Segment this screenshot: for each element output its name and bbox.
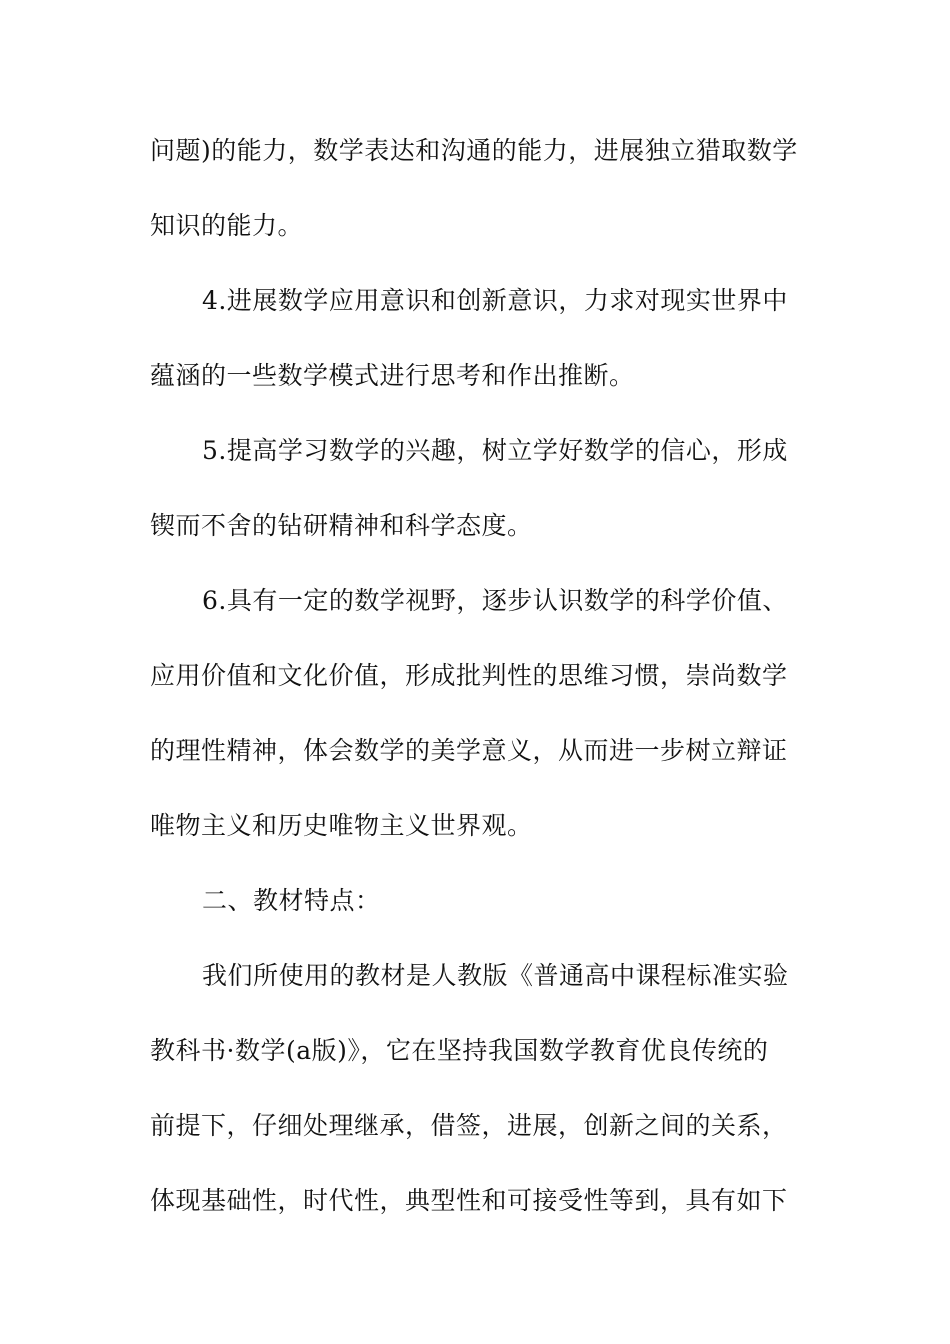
paragraph-start: 我们所使用的教材是人教版《普通高中课程标准实验 bbox=[202, 961, 789, 990]
section-heading: 二、教材特点： bbox=[202, 886, 381, 915]
text-line: 体现基础性，时代性，典型性和可接受性等到，具有如下 bbox=[150, 1186, 788, 1215]
text-line: 教科书·数学(a版)》，它在坚持我国数学教育优良传统的 bbox=[150, 1036, 769, 1065]
text-line: 蕴涵的一些数学模式进行思考和作出推断。 bbox=[150, 361, 635, 390]
text-line: 问题)的能力，数学表达和沟通的能力，进展独立猎取数学 bbox=[150, 136, 798, 165]
text-line: 知识的能力。 bbox=[150, 211, 304, 240]
paragraph-item-6-start: 6.具有一定的数学视野，逐步认识数学的科学价值、 bbox=[202, 586, 788, 615]
paragraph-item-5-start: 5.提高学习数学的兴趣，树立学好数学的信心，形成 bbox=[202, 436, 788, 465]
text-line: 的理性精神，体会数学的美学意义，从而进一步树立辩证 bbox=[150, 736, 788, 765]
text-line: 前提下，仔细处理继承，借签，进展，创新之间的关系， bbox=[150, 1111, 788, 1140]
paragraph-item-4-start: 4.进展数学应用意识和创新意识，力求对现实世界中 bbox=[202, 286, 788, 315]
text-line: 应用价值和文化价值，形成批判性的思维习惯，崇尚数学 bbox=[150, 661, 788, 690]
text-line: 锲而不舍的钻研精神和科学态度。 bbox=[150, 511, 533, 540]
text-line: 唯物主义和历史唯物主义世界观。 bbox=[150, 811, 533, 840]
